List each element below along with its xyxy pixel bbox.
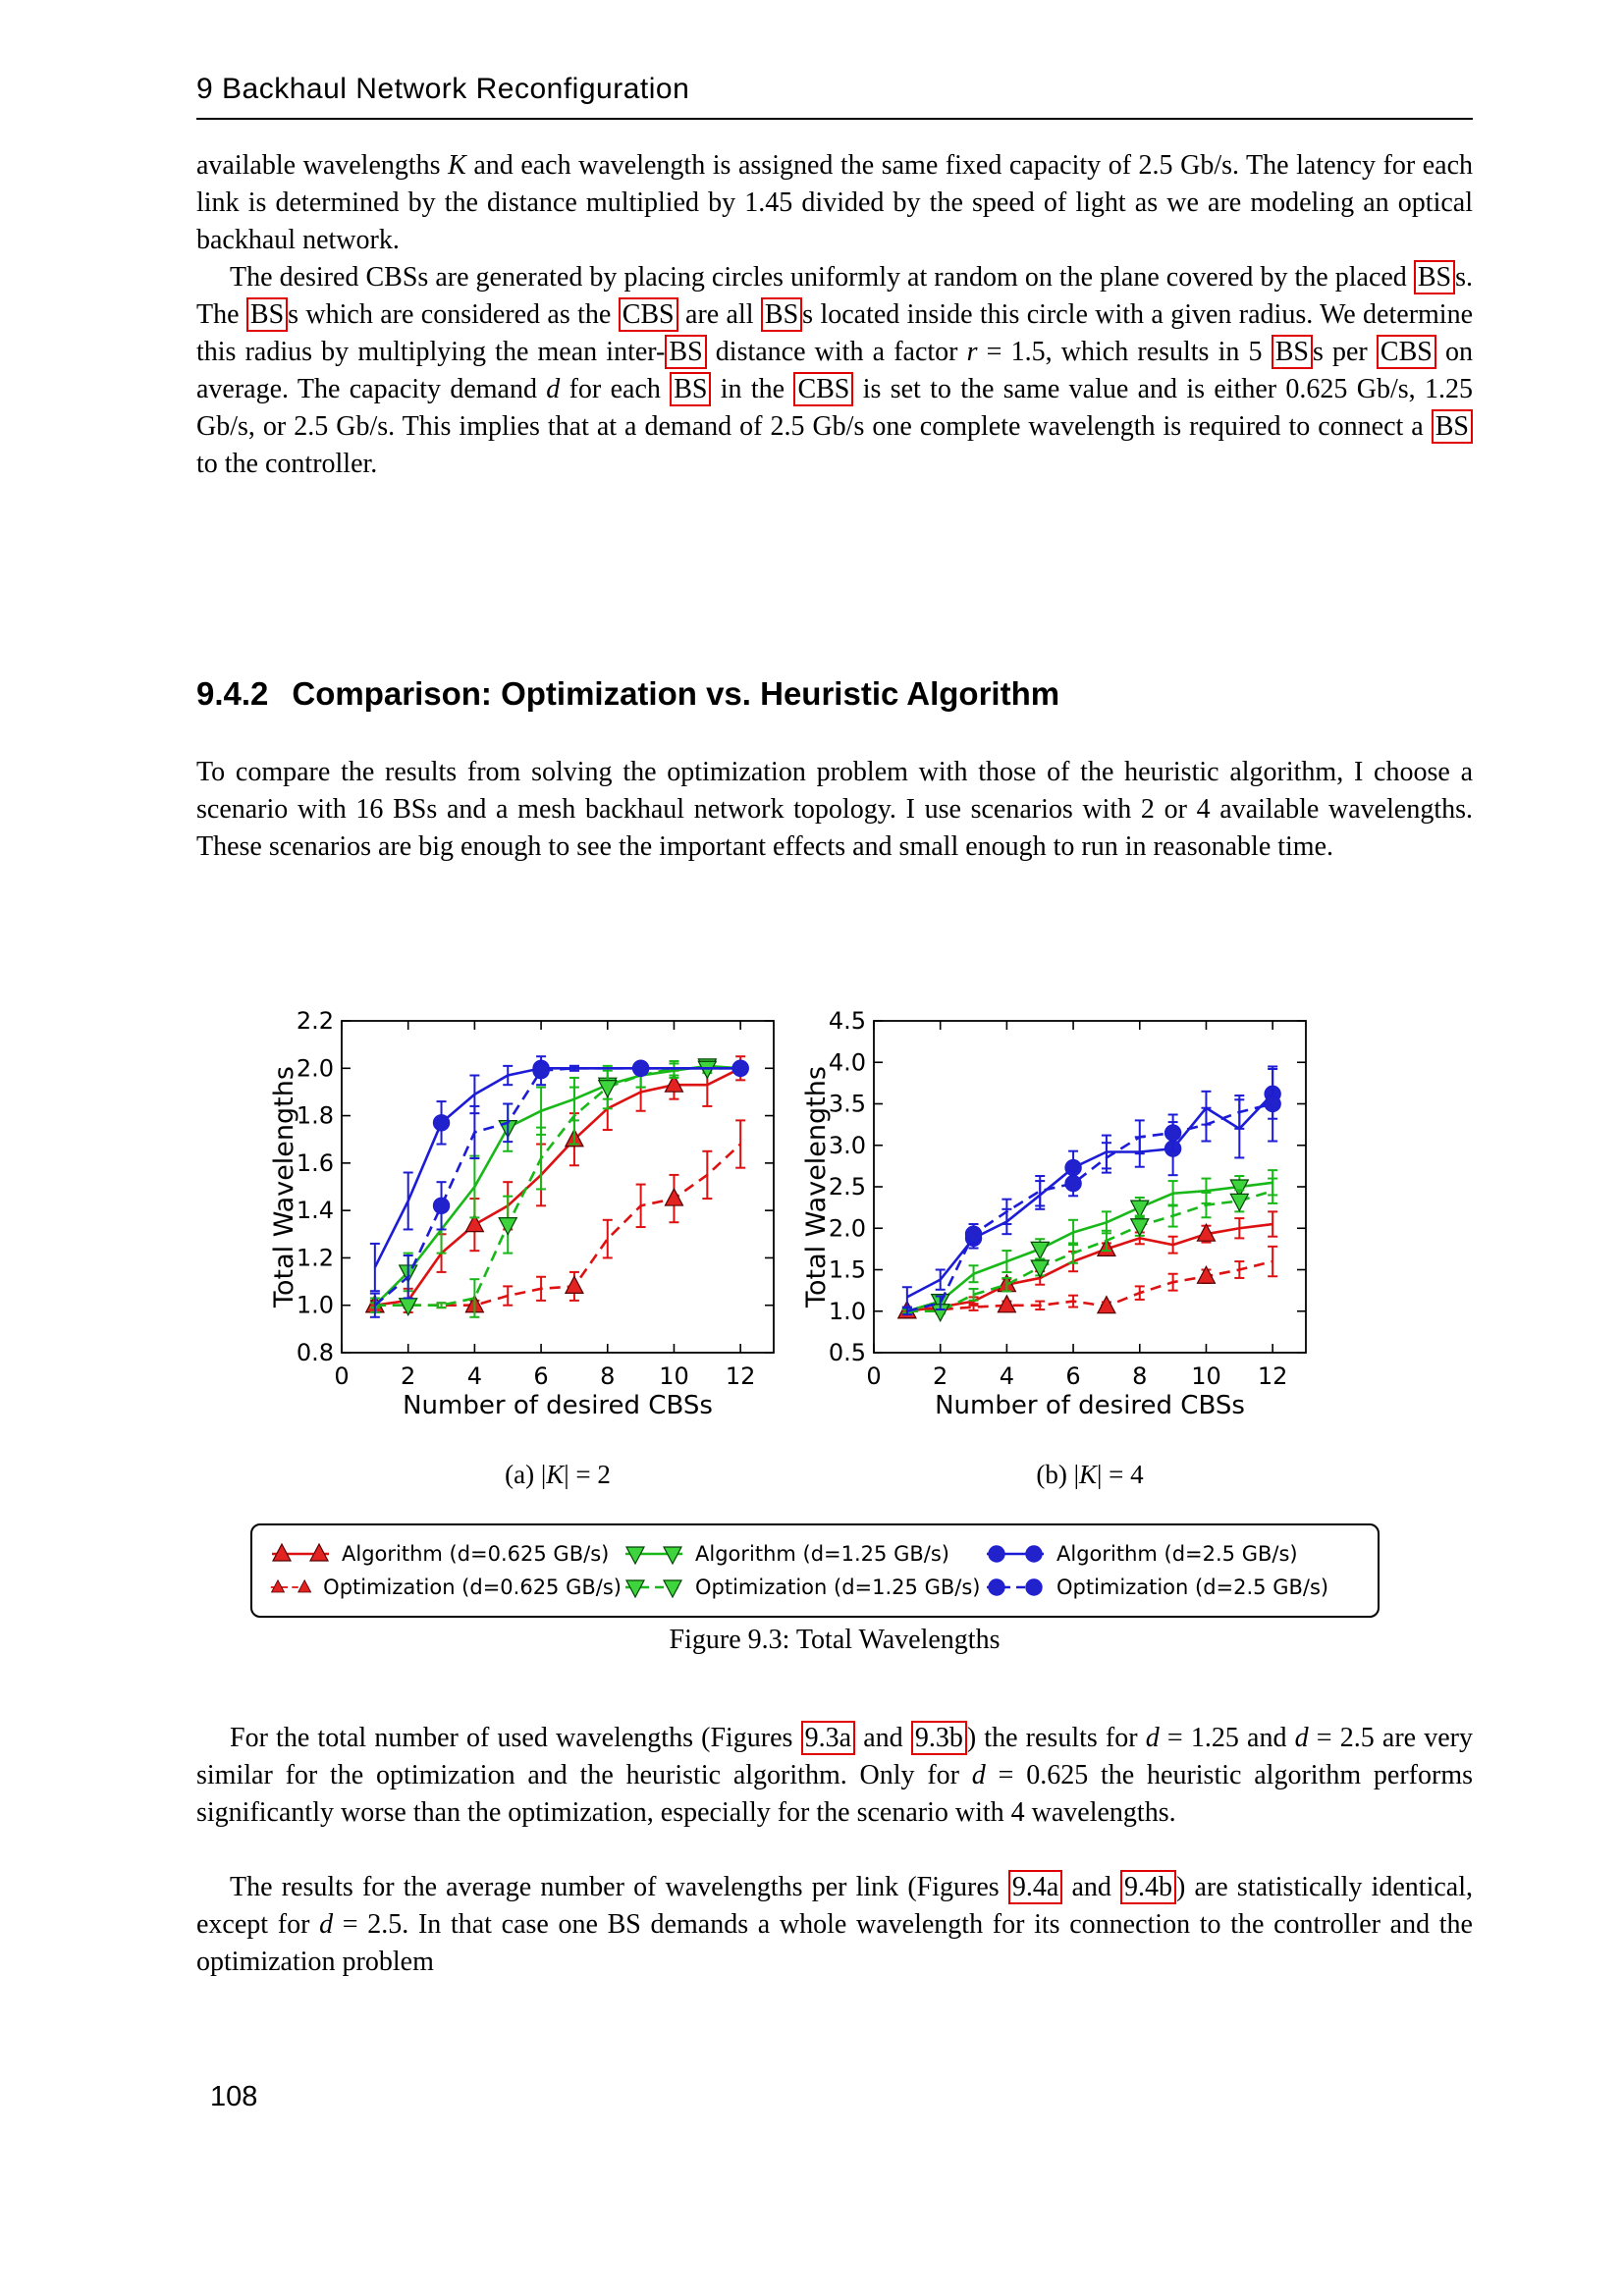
text-segment: | (1073, 1460, 1079, 1489)
text-segment: in the (711, 374, 794, 404)
paragraph-cbs-generation (196, 259, 1473, 483)
x-tick-label: 2 (933, 1362, 948, 1390)
legend-item (268, 1574, 622, 1601)
series-optimization-d-2.5-gb-s- (902, 1066, 1281, 1314)
legend-label: Algorithm (d=1.25 GB/s) (695, 1542, 949, 1566)
link-bs[interactable]: BS (246, 297, 288, 332)
y-tick-label: 2.0 (828, 1214, 866, 1243)
text-segment: (a) (505, 1460, 541, 1489)
paragraph-comparison-setup (196, 754, 1473, 866)
y-tick-label: 1.4 (296, 1197, 334, 1225)
triangle-up-swatch-icon (268, 1540, 333, 1568)
link-cbs[interactable]: CBS (1377, 335, 1436, 369)
legend-item (983, 1540, 1362, 1568)
text-segment: s located inside this circle with a given radius. We determine this radius by multiplying the mean inter- (196, 299, 1474, 367)
text-segment: distance with a factor (706, 337, 967, 367)
series-algorithm-d-0.625-gb-s- (366, 1056, 745, 1312)
link-9-4a[interactable]: 9.4a (1008, 1870, 1062, 1904)
marker-circle (1065, 1175, 1081, 1191)
y-tick-label: 4.5 (828, 1007, 866, 1035)
x-tick-label: 10 (1191, 1362, 1221, 1390)
text-segment: = 2.5 are very similar for the optimization and the heuristic algorithm. Only for (196, 1723, 1473, 1790)
marker-circle (1026, 1579, 1042, 1595)
y-tick-label: 3.0 (828, 1131, 866, 1159)
text-segment: K (448, 150, 466, 181)
text-segment: The results for the average number of wavelengths per link (Figures (230, 1872, 1008, 1902)
marker-triangle-down (664, 1580, 681, 1597)
x-tick-label: 0 (334, 1362, 350, 1390)
link-bs[interactable]: BS (1272, 335, 1313, 369)
legend-item (622, 1574, 983, 1601)
text-segment: for each (560, 374, 671, 404)
text-segment: and each wavelength is assigned the same fixed capacity of 2.5 Gb/s. The latency for each link is determined by the distance multiplied by 1.45 divided by the speed of light as we are modeling an optical backhaul network. (196, 150, 1473, 255)
series-algorithm-d-2.5-gb-s- (370, 1060, 749, 1291)
marker-circle (533, 1063, 549, 1079)
text-segment: For the total number of used wavelengths (Figures (230, 1723, 801, 1753)
marker-triangle-up (298, 1580, 311, 1592)
subcaption-b (874, 1460, 1306, 1490)
page-number: 108 (210, 2081, 258, 2112)
link-bs[interactable]: BS (761, 297, 802, 332)
text-segment: available wavelengths (196, 150, 449, 181)
marker-circle (989, 1546, 1004, 1562)
link-bs[interactable]: BS (1432, 409, 1473, 444)
triangle-down-swatch-icon (622, 1574, 686, 1601)
x-tick-label: 8 (600, 1362, 616, 1390)
series-line (907, 1094, 1272, 1297)
marker-circle (632, 1060, 648, 1076)
running-header: 9 Backhaul Network Reconfiguration (196, 73, 690, 105)
text-segment: ) are statistically identical, except for (196, 1872, 1473, 1940)
figure-legend (250, 1523, 1380, 1618)
text-segment: The desired CBSs are generated by placing circles uniformly at random on the plane covered by the placed (230, 262, 1414, 293)
text-segment: = 1.5, which results in 5 (977, 337, 1272, 367)
text-segment: d (1294, 1723, 1309, 1753)
legend-item (268, 1540, 622, 1568)
link-cbs[interactable]: CBS (619, 297, 678, 332)
x-tick-label: 2 (401, 1362, 416, 1390)
figure-caption: Figure 9.3: Total Wavelengths (669, 1625, 1001, 1655)
y-tick-label: 2.0 (296, 1054, 334, 1083)
legend-label: Optimization (d=2.5 GB/s) (1056, 1575, 1329, 1599)
y-tick-label: 1.0 (296, 1291, 334, 1319)
y-tick-label: 2.5 (828, 1173, 866, 1201)
marker-circle (965, 1226, 981, 1242)
x-tick-label: 4 (999, 1362, 1015, 1390)
y-tick-label: 1.2 (296, 1244, 334, 1272)
x-axis-label: Number of desired CBSs (403, 1391, 713, 1420)
y-axis-label: Total Wavelengths (801, 1066, 832, 1308)
link-bs[interactable]: BS (670, 372, 711, 406)
marker-circle (989, 1579, 1004, 1595)
section-heading (196, 675, 1059, 713)
text-segment: | (540, 1460, 547, 1489)
x-tick-label: 6 (533, 1362, 549, 1390)
y-tick-label: 0.5 (828, 1339, 866, 1366)
text-segment: are all (677, 299, 761, 330)
subcaption-a (342, 1460, 774, 1490)
marker-triangle-up (1098, 1297, 1115, 1313)
circle-swatch-icon (983, 1540, 1048, 1568)
marker-circle (433, 1115, 449, 1131)
text-segment: and (1062, 1872, 1121, 1902)
y-tick-label: 1.6 (296, 1148, 334, 1177)
text-segment: s per (1312, 337, 1377, 367)
text-segment: To compare the results from solving the optimization problem with those of the heuristic algorithm, I choose a scenario with 16 BSs and a mesh backhaul network topology. I use scenarios with 2 or 4 available wavelengths. These scenarios are big enough to see the important effects and small enough to run in reasonable time. (196, 757, 1473, 862)
text-segment: d (546, 374, 561, 404)
marker-triangle-down (626, 1580, 644, 1597)
text-segment: d (1145, 1723, 1160, 1753)
x-tick-label: 4 (466, 1362, 483, 1390)
text-segment: and (855, 1723, 911, 1753)
chart-a (194, 982, 803, 1433)
text-segment: s which are considered as the (288, 299, 619, 330)
x-tick-label: 12 (725, 1362, 756, 1390)
text-segment: s. The (196, 262, 1473, 330)
text-segment: = 1.25 and (1159, 1723, 1295, 1753)
x-tick-label: 6 (1065, 1362, 1081, 1390)
text-segment: (b) (1036, 1460, 1074, 1489)
link-bs[interactable]: BS (665, 335, 706, 369)
marker-triangle-down (400, 1299, 417, 1315)
text-segment: d (319, 1909, 334, 1940)
text-segment: = 0.625 the heuristic algorithm performs significantly worse than the optimization, especially for the scenario with 4 wavelengths. (196, 1760, 1473, 1828)
x-tick-label: 12 (1257, 1362, 1288, 1390)
legend-item (622, 1540, 983, 1568)
y-tick-label: 3.5 (828, 1090, 866, 1118)
paragraph-results-total (196, 1720, 1473, 1832)
link-cbs[interactable]: CBS (793, 372, 853, 406)
chart-b (727, 982, 1335, 1433)
paragraph-intro (196, 147, 1473, 259)
marker-triangle-down (664, 1547, 681, 1564)
triangle-down-swatch-icon (622, 1540, 686, 1568)
paragraph-results-per-link (196, 1869, 1473, 1981)
text-segment: = 2.5. In that case one BS demands a whole wavelength for its connection to the controller and the optimization problem (196, 1909, 1473, 1977)
marker-triangle-up (310, 1544, 328, 1561)
y-tick-label: 4.0 (828, 1048, 866, 1077)
y-axis-label: Total Wavelengths (269, 1066, 299, 1308)
link-bs[interactable]: BS (1414, 260, 1455, 294)
marker-triangle-up (566, 1276, 583, 1293)
series-line (375, 1068, 740, 1267)
legend-label: Optimization (d=1.25 GB/s) (695, 1575, 981, 1599)
text-segment: r (966, 337, 978, 367)
marker-circle (1265, 1095, 1280, 1111)
text-segment: d (971, 1760, 986, 1790)
x-axis-label: Number of desired CBSs (935, 1391, 1245, 1420)
circle-swatch-icon (983, 1574, 1048, 1601)
marker-triangle-down (1230, 1194, 1248, 1210)
link-9-3b[interactable]: 9.3b (911, 1721, 967, 1755)
x-tick-label: 8 (1132, 1362, 1148, 1390)
marker-circle (433, 1198, 449, 1213)
section-number: 9.4.2 (196, 675, 269, 712)
marker-triangle-down (1131, 1219, 1149, 1236)
text-segment: K (1078, 1460, 1097, 1489)
text-segment: | = 4 (1097, 1460, 1144, 1489)
x-tick-label: 0 (866, 1362, 882, 1390)
marker-triangle-down (626, 1547, 644, 1564)
y-tick-label: 1.0 (828, 1297, 866, 1325)
marker-triangle-down (499, 1218, 516, 1235)
link-9-3a[interactable]: 9.3a (801, 1721, 855, 1755)
y-tick-label: 1.5 (828, 1255, 866, 1284)
series-algorithm-d-1.25-gb-s- (902, 1170, 1277, 1313)
y-tick-label: 2.2 (296, 1007, 334, 1035)
header-rule (196, 118, 1473, 120)
marker-triangle-up (998, 1296, 1015, 1312)
legend-label: Optimization (d=0.625 GB/s) (323, 1575, 622, 1599)
text-segment: K (546, 1460, 565, 1489)
series-line (907, 1224, 1272, 1311)
section-title: Comparison: Optimization vs. Heuristic Algorithm (292, 675, 1060, 712)
text-segment: is set to the same value and is either 0.625 Gb/s, 1.25 Gb/s, or 2.5 Gb/s. This implies that at a demand of 2.5 Gb/s one complete wavelength is required to connect a (196, 374, 1473, 442)
marker-triangle-up (273, 1544, 291, 1561)
marker-triangle-down (698, 1061, 716, 1078)
series-optimization-d-0.625-gb-s- (366, 1120, 745, 1311)
marker-circle (1026, 1546, 1042, 1562)
text-segment: | = 2 (564, 1460, 611, 1489)
marker-circle (1164, 1125, 1180, 1141)
x-tick-label: 10 (659, 1362, 689, 1390)
text-segment: to the controller. (196, 449, 378, 479)
y-tick-label: 0.8 (296, 1339, 334, 1366)
marker-triangle-up (272, 1580, 285, 1592)
series-line (375, 1145, 740, 1306)
series-line (907, 1104, 1272, 1311)
text-segment: on average. The capacity demand (196, 337, 1473, 404)
y-tick-label: 1.8 (296, 1101, 334, 1130)
legend-item (983, 1574, 1362, 1601)
marker-triangle-up (665, 1189, 682, 1205)
text-segment: ) the results for (966, 1723, 1146, 1753)
legend-label: Algorithm (d=2.5 GB/s) (1056, 1542, 1298, 1566)
triangle-up-swatch-icon (268, 1574, 314, 1601)
legend-label: Algorithm (d=0.625 GB/s) (342, 1542, 610, 1566)
series-optimization-d-1.25-gb-s- (902, 1179, 1277, 1321)
link-9-4b[interactable]: 9.4b (1120, 1870, 1176, 1904)
